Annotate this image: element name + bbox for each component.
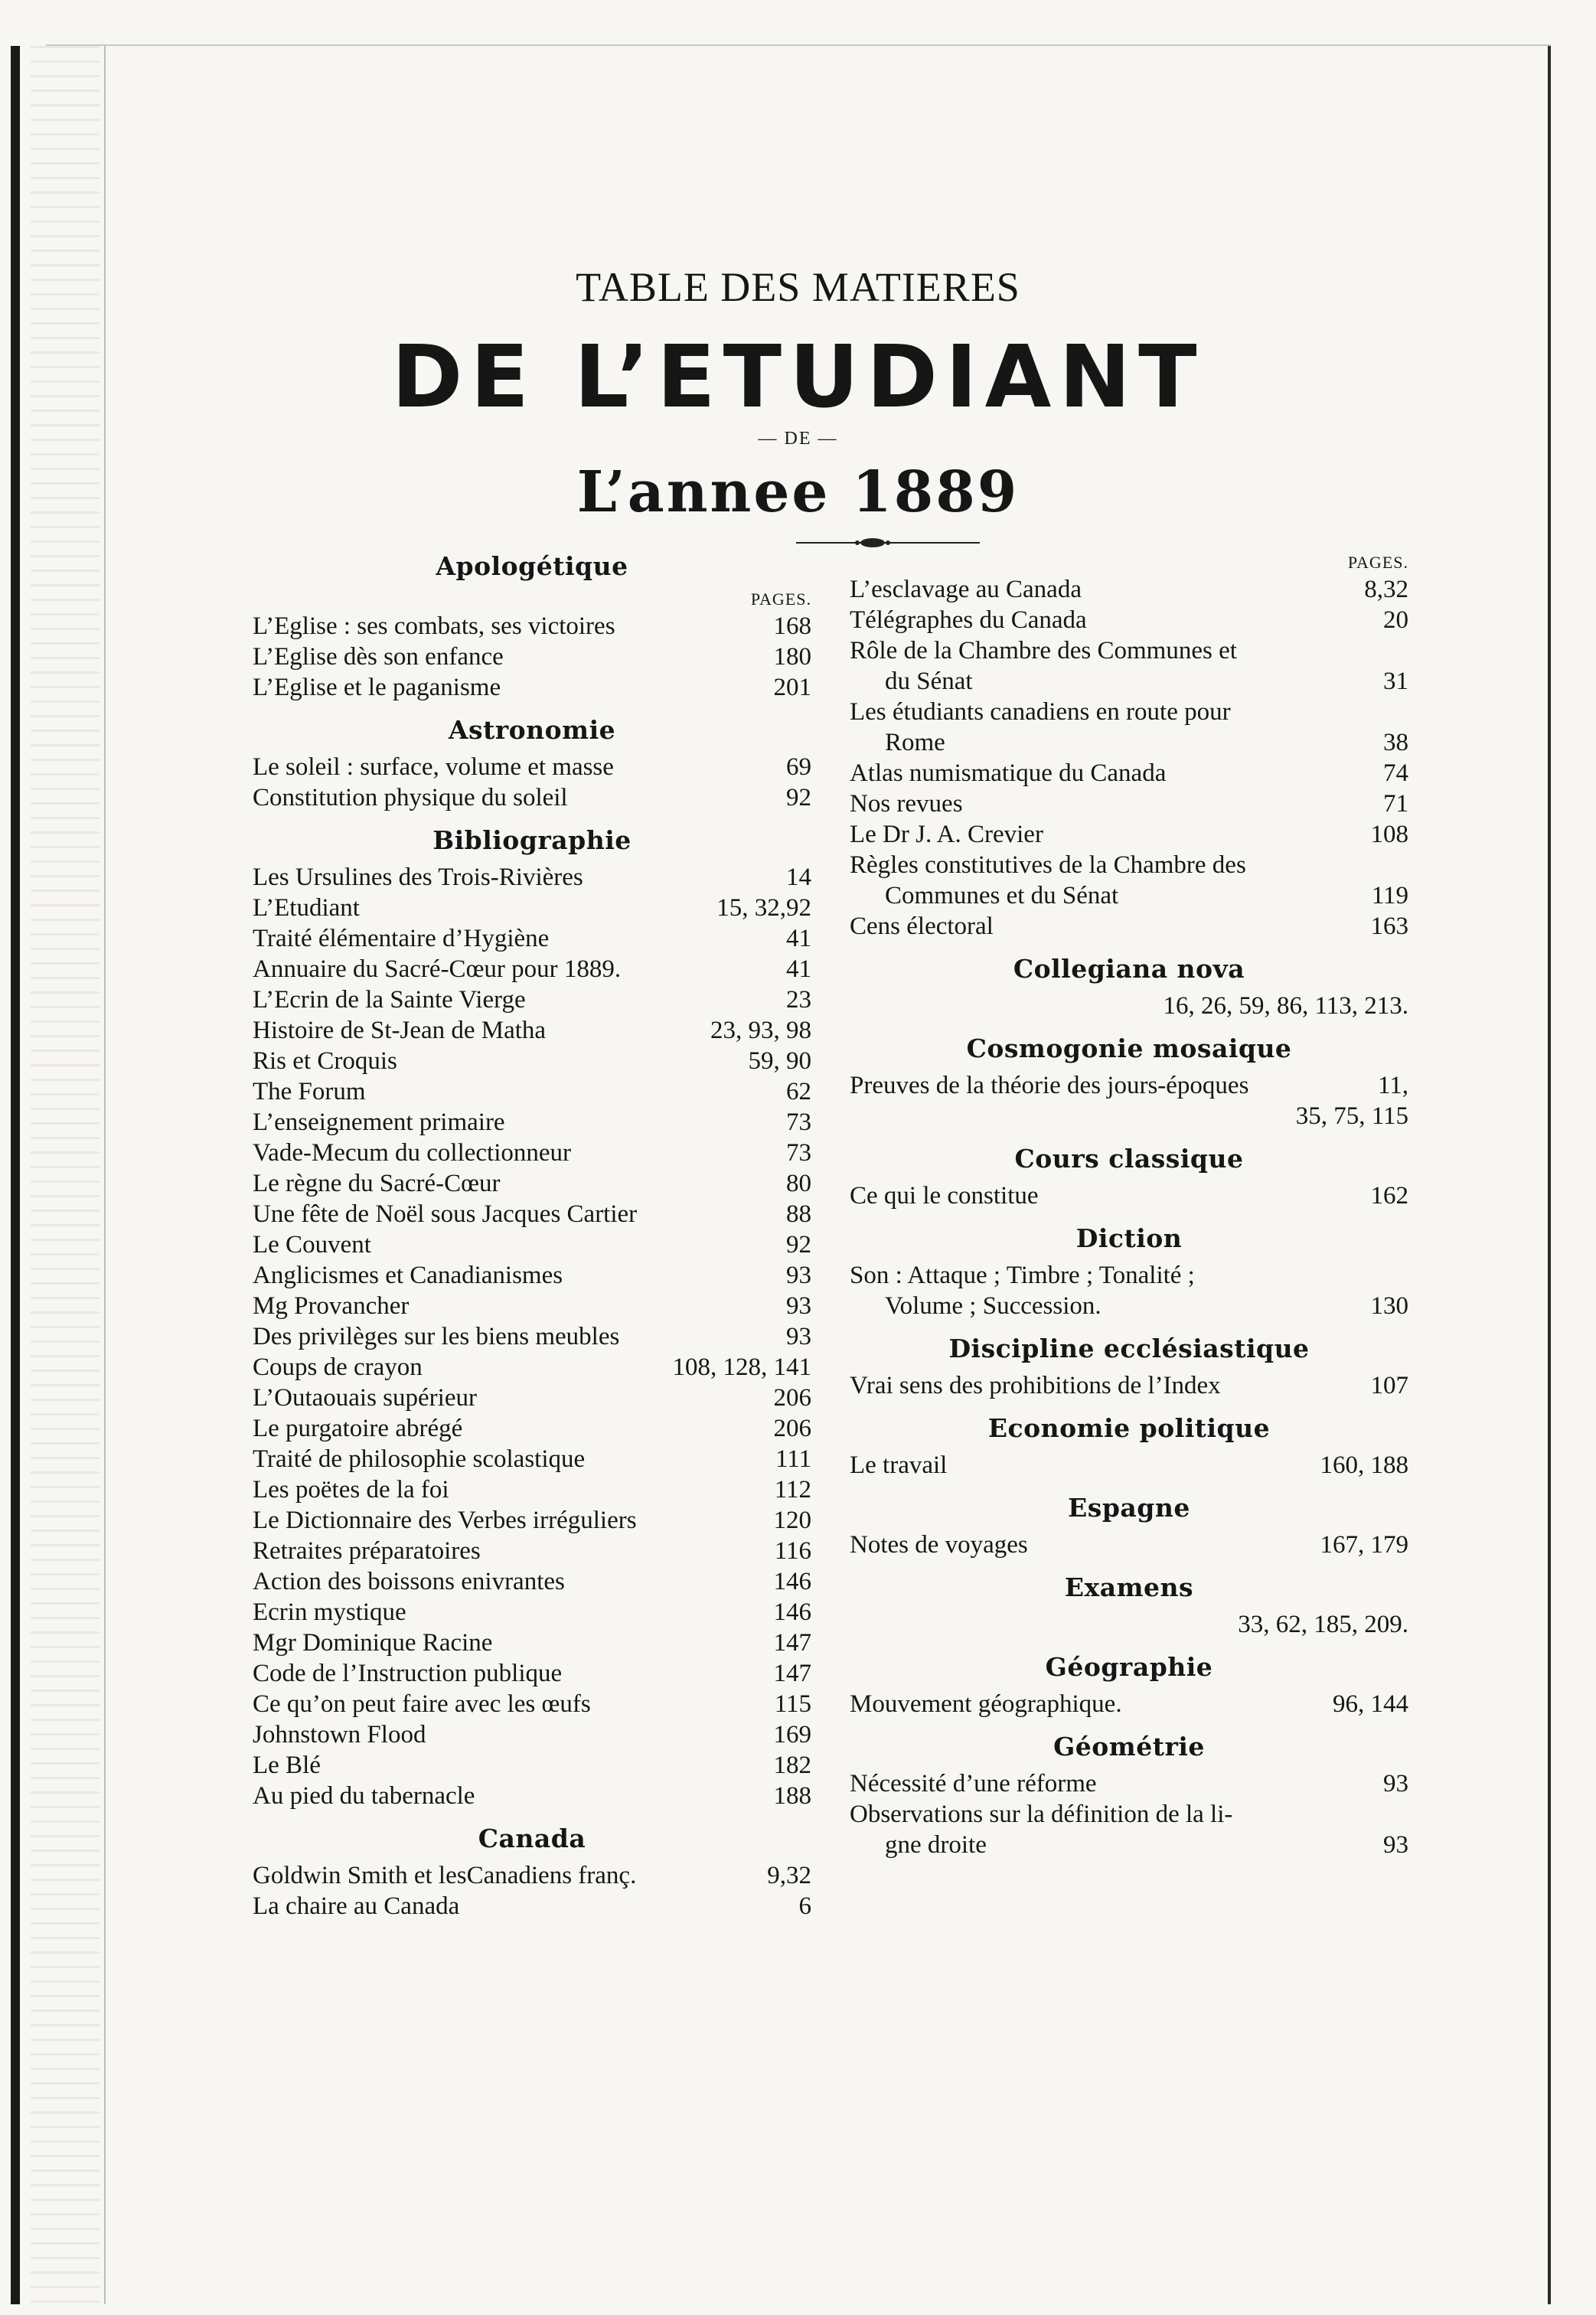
entry-title-continued: Communes et du Sénat — [885, 882, 1119, 909]
entry-pages: 160, 188 — [1320, 1451, 1408, 1479]
entry-pages: 15, 32,92 — [716, 894, 811, 922]
entry-title: Mouvement géographique. — [850, 1690, 1122, 1718]
entry-title: Mgr Dominique Racine — [253, 1629, 493, 1657]
entry-title: Notes de voyages — [850, 1531, 1028, 1559]
entry-pages: 115 — [774, 1690, 811, 1718]
entry-title: Vade-Mecum du collectionneur — [253, 1139, 572, 1167]
entry-pages: 73 — [786, 1109, 811, 1136]
entry-title: Mg Provancher — [253, 1292, 410, 1320]
toc-entry — [253, 862, 811, 893]
entry-pages: 169 — [773, 1721, 811, 1748]
toc-entry — [850, 850, 1408, 911]
entry-pages: 182 — [773, 1752, 811, 1779]
section-heading-espagne: Espagne — [1068, 1493, 1190, 1523]
entry-pages: 108 — [1370, 821, 1408, 848]
entry-pages: 146 — [773, 1568, 811, 1595]
section-heading-economie: Economie politique — [987, 1413, 1271, 1443]
toc-entry — [253, 1260, 811, 1291]
pages-label-left: PAGES. — [750, 589, 811, 609]
toc-entry — [850, 1450, 1408, 1481]
section-heading-bibliographie: Bibliographie — [432, 825, 632, 855]
toc-entry — [253, 1628, 811, 1658]
section-heading-geographie: Géographie — [1045, 1652, 1213, 1682]
entry-pages: 6 — [798, 1892, 811, 1920]
page-top-rule — [46, 44, 1551, 46]
entry-pages: 111 — [775, 1445, 811, 1473]
toc-entry — [850, 1799, 1408, 1860]
entry-title: Observations sur la définition de la li- — [850, 1801, 1233, 1828]
entry-pages: 38 — [1383, 729, 1408, 756]
entry-pages: 93 — [1383, 1770, 1408, 1797]
toc-entry — [253, 1689, 811, 1719]
toc-entry — [253, 1413, 811, 1444]
entry-title: Des privilèges sur les biens meubles — [253, 1323, 620, 1350]
title-connector: — DE — — [758, 429, 838, 449]
toc-entry — [850, 697, 1408, 758]
section-entries — [253, 862, 811, 1811]
entry-pages: 119 — [1371, 882, 1408, 909]
entry-pages: 180 — [773, 643, 811, 671]
entry-title: La chaire au Canada — [253, 1892, 460, 1920]
entry-pages: 31 — [1383, 668, 1408, 695]
toc-entry — [253, 954, 811, 984]
entry-pages: 107 — [1370, 1372, 1408, 1399]
entry-pages: 206 — [773, 1384, 811, 1412]
entry-title: L’Outaouais supérieur — [253, 1384, 477, 1412]
entry-pages: 62 — [786, 1078, 811, 1105]
entry-title: Preuves de la théorie des jours-époques — [850, 1072, 1249, 1099]
entry-title-continued: Rome — [885, 729, 945, 756]
entry-pages: 8,32 — [1364, 576, 1408, 603]
entry-pages: 168 — [773, 612, 811, 640]
entry-pages-continued: 35, 75, 115 — [1295, 1102, 1408, 1130]
entry-pages: 23, 93, 98 — [710, 1017, 811, 1044]
left-column — [253, 551, 811, 1922]
entry-title: Les étudiants canadiens en route pour — [850, 698, 1231, 726]
ornament-divider — [796, 536, 980, 550]
toc-entry — [253, 1229, 811, 1260]
entry-pages: 146 — [773, 1598, 811, 1626]
title-table-des-matieres: TABLE DES MATIERES — [576, 264, 1020, 310]
entry-pages: 41 — [786, 955, 811, 983]
entry-title: Son : Attaque ; Timbre ; Tonalité ; — [850, 1262, 1195, 1289]
toc-entry — [253, 1719, 811, 1750]
toc-entry — [253, 1107, 811, 1138]
entry-title: Histoire de St-Jean de Matha — [253, 1017, 547, 1044]
toc-entry — [253, 752, 811, 782]
entry-title: Coups de crayon — [253, 1353, 423, 1381]
entry-title: Action des boissons enivrantes — [253, 1568, 565, 1595]
section-heading-discipline: Discipline ecclésiastique — [948, 1334, 1310, 1363]
toc-entry — [850, 789, 1408, 819]
entry-pages: 74 — [1383, 759, 1408, 787]
right-column — [850, 551, 1408, 1860]
section-heading-diction: Diction — [1075, 1223, 1183, 1253]
toc-entry — [253, 1781, 811, 1811]
entry-title: Annuaire du Sacré-Cœur pour 1889. — [253, 955, 622, 983]
entry-pages: 69 — [786, 753, 811, 781]
toc-entry — [850, 819, 1408, 850]
toc-entry — [850, 911, 1408, 942]
entry-title: L’Eglise : ses combats, ses victoires — [253, 612, 615, 640]
toc-entry — [253, 1138, 811, 1168]
toc-entry — [850, 1070, 1408, 1101]
title-de-letudiant: DE L’ETUDIANT — [391, 328, 1205, 427]
entry-title: Le purgatoire abrégé — [253, 1415, 463, 1442]
entry-title-continued: du Sénat — [885, 668, 973, 695]
toc-entry — [850, 1180, 1408, 1211]
pages-label-right: PAGES. — [1347, 553, 1408, 572]
toc-entry — [850, 1260, 1408, 1321]
entry-pages: 206 — [773, 1415, 811, 1442]
entry-title: Le Blé — [253, 1752, 321, 1779]
entry-pages: 147 — [773, 1660, 811, 1687]
entry-title: Ce qui le constitue — [850, 1182, 1039, 1210]
toc-entry — [253, 1291, 811, 1321]
toc-entry — [253, 1352, 811, 1383]
entry-pages: 120 — [773, 1507, 811, 1534]
toc-entry — [253, 1015, 811, 1046]
section-heading-canada: Canada — [478, 1824, 586, 1853]
entry-pages: 92 — [786, 1231, 811, 1259]
toc-entry — [253, 1474, 811, 1505]
entry-title: Nos revues — [850, 790, 963, 818]
entry-pages: 116 — [774, 1537, 811, 1565]
toc-entry — [253, 1750, 811, 1781]
section-heading-apologetique: Apologétique — [436, 551, 628, 581]
entry-pages: 41 — [786, 925, 811, 952]
entry-pages: 23 — [786, 986, 811, 1014]
section-heading-astronomie: Astronomie — [448, 715, 616, 745]
entry-title: L’Etudiant — [253, 894, 360, 922]
entry-pages: 92 — [786, 784, 811, 811]
section-heading-cours-classique: Cours classique — [1014, 1144, 1244, 1174]
entry-pages: 80 — [786, 1170, 811, 1197]
entry-pages: 162 — [1370, 1182, 1408, 1210]
toc-entry — [253, 1597, 811, 1628]
entry-pages: 201 — [773, 674, 811, 701]
entry-pages: 73 — [786, 1139, 811, 1167]
toc-entry — [253, 1321, 811, 1352]
entry-title: Le Couvent — [253, 1231, 371, 1259]
collegiana-pages: 16, 26, 59, 86, 113, 213. — [1163, 992, 1408, 1020]
entry-title: Johnstown Flood — [253, 1721, 426, 1748]
toc-entry — [850, 758, 1408, 789]
toc-entry — [253, 1566, 811, 1597]
entry-title: Cens électoral — [850, 913, 994, 940]
entry-title: Le Dr J. A. Crevier — [850, 821, 1043, 848]
entry-title: Ris et Croquis — [253, 1047, 397, 1075]
toc-entry — [253, 1168, 811, 1199]
entry-pages: 93 — [786, 1262, 811, 1289]
entry-title: Au pied du tabernacle — [253, 1782, 475, 1810]
toc-entry — [253, 1076, 811, 1107]
section-heading-examens: Examens — [1064, 1572, 1194, 1602]
entry-pages: 88 — [786, 1200, 811, 1228]
toc-entry — [253, 1536, 811, 1566]
section-entries — [253, 611, 811, 703]
entry-pages: 71 — [1383, 790, 1408, 818]
toc-entry — [253, 1199, 811, 1229]
toc-entry — [850, 605, 1408, 635]
entry-pages: 130 — [1370, 1292, 1408, 1320]
entry-title: L’Eglise dès son enfance — [253, 643, 504, 671]
entry-title: L’enseignement primaire — [253, 1109, 505, 1136]
entry-pages: 20 — [1383, 606, 1408, 634]
entry-title: Rôle de la Chambre des Communes et — [850, 637, 1237, 664]
toc-entry — [253, 1046, 811, 1076]
entry-title: Le travail — [850, 1451, 948, 1479]
entry-pages: 188 — [773, 1782, 811, 1810]
toc-entry — [253, 642, 811, 672]
entry-pages: 93 — [786, 1292, 811, 1320]
section-heading-geometrie: Géométrie — [1053, 1732, 1205, 1762]
entry-title: L’esclavage au Canada — [850, 576, 1082, 603]
toc-entry — [253, 1658, 811, 1689]
entry-title: Retraites préparatoires — [253, 1537, 481, 1565]
entry-pages: 14 — [786, 864, 811, 891]
entry-title: Constitution physique du soleil — [253, 784, 568, 811]
section-heading-collegiana: Collegiana nova — [1013, 954, 1245, 984]
toc-entry — [253, 923, 811, 954]
entry-title: Atlas numismatique du Canada — [850, 759, 1167, 787]
entry-title: Ce qu’on peut faire avec les œufs — [253, 1690, 591, 1718]
toc-entry — [253, 1444, 811, 1474]
entry-pages: 59, 90 — [748, 1047, 811, 1075]
title-year: L’annee 1889 — [576, 459, 1020, 525]
section-entries — [253, 1860, 811, 1922]
entry-title: Une fête de Noël sous Jacques Cartier — [253, 1200, 638, 1228]
toc-entry — [253, 1505, 811, 1536]
entry-pages: 9,32 — [767, 1862, 811, 1889]
entry-title: Code de l’Instruction publique — [253, 1660, 563, 1687]
toc-entry — [253, 782, 811, 813]
entry-title: L’Eglise et le paganisme — [253, 674, 501, 701]
entry-title: Traité de philosophie scolastique — [253, 1445, 586, 1473]
entry-pages: 96, 144 — [1333, 1690, 1408, 1718]
entry-title: Télégraphes du Canada — [850, 606, 1087, 634]
entry-title: Nécessité d’une réforme — [850, 1770, 1097, 1797]
entry-pages: 112 — [774, 1476, 811, 1504]
entry-title: Vrai sens des prohibitions de l’Index — [850, 1372, 1221, 1399]
section-entries — [253, 752, 811, 813]
entry-title: Règles constitutives de la Chambre des — [850, 851, 1246, 879]
section-heading-cosmogonie: Cosmogonie mosaique — [966, 1033, 1292, 1063]
entry-pages: 147 — [773, 1629, 811, 1657]
toc-entry — [253, 1891, 811, 1922]
toc-entry — [850, 1370, 1408, 1401]
entry-pages: 11, — [1377, 1072, 1408, 1099]
entry-title: Goldwin Smith et lesCanadiens franç. — [253, 1862, 637, 1889]
toc-entry — [850, 1689, 1408, 1719]
toc-entry — [850, 574, 1408, 605]
entry-title-continued: Volume ; Succession. — [885, 1292, 1102, 1320]
entry-title-continued: gne droite — [885, 1831, 987, 1859]
toc-entry — [850, 1768, 1408, 1799]
toc-entry — [850, 635, 1408, 697]
entry-pages: 163 — [1370, 913, 1408, 940]
entry-title: The Forum — [253, 1078, 366, 1105]
entry-pages: 108, 128, 141 — [672, 1353, 811, 1381]
entry-title: Le Dictionnaire des Verbes irréguliers — [253, 1507, 637, 1534]
toc-entry — [253, 984, 811, 1015]
entry-title: Les Ursulines des Trois-Rivières — [253, 864, 583, 891]
toc-entry — [253, 893, 811, 923]
examens-pages: 33, 62, 185, 209. — [1238, 1611, 1408, 1638]
toc-entry — [253, 611, 811, 642]
entry-pages: 93 — [1383, 1831, 1408, 1859]
entry-pages: 167, 179 — [1320, 1531, 1408, 1559]
entry-title: Ecrin mystique — [253, 1598, 406, 1626]
toc-entry — [253, 1860, 811, 1891]
entry-title: Anglicismes et Canadianismes — [253, 1262, 563, 1289]
entry-title: Le règne du Sacré-Cœur — [253, 1170, 501, 1197]
entry-pages: 93 — [786, 1323, 811, 1350]
entry-title: Le soleil : surface, volume et masse — [253, 753, 614, 781]
entry-title: L’Ecrin de la Sainte Vierge — [253, 986, 526, 1014]
toc-entry — [253, 672, 811, 703]
toc-entry — [253, 1383, 811, 1413]
entry-title: Traité élémentaire d’Hygiène — [253, 925, 550, 952]
toc-entry — [850, 1530, 1408, 1560]
canada-continued-entries — [850, 574, 1408, 942]
entry-title: Les poëtes de la foi — [253, 1476, 449, 1504]
